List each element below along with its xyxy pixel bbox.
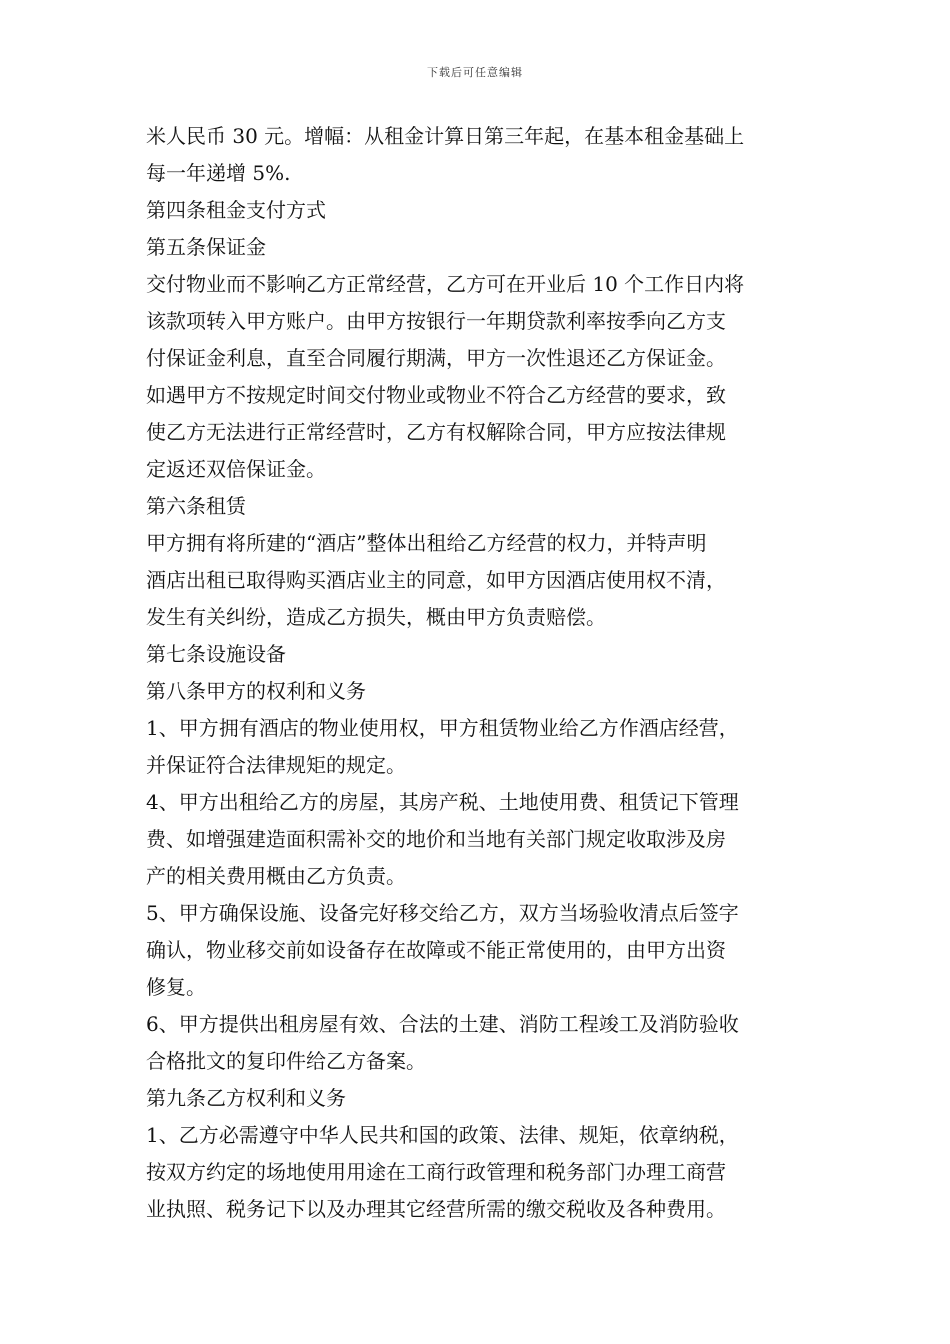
text-line: 按双方约定的场地使用用途在工商行政管理和税务部门办理工商营 [146, 1160, 726, 1184]
text-line: 修复。 [146, 975, 206, 999]
section-heading: 第九条乙方权利和义务 [146, 1086, 346, 1110]
text-line: 酒店出租已取得购买酒店业主的同意，如甲方因酒店使用权不清， [146, 568, 726, 592]
text-line: 该款项转入甲方账户。由甲方按银行一年期贷款利率按季向乙方支 [146, 309, 726, 333]
text-line: 确认，物业移交前如设备存在故障或不能正常使用的，由甲方出资 [146, 938, 726, 962]
section-heading: 第六条租赁 [146, 494, 246, 518]
text-line: 发生有关纠纷，造成乙方损失，概由甲方负责赔偿。 [146, 605, 606, 629]
document-body [146, 118, 810, 1228]
text-line: 业执照、税务记下以及办理其它经营所需的缴交税收及各种费用。 [146, 1197, 726, 1221]
text-line: 1、甲方拥有酒店的物业使用权，甲方租赁物业给乙方作酒店经营， [146, 716, 739, 740]
text-line: 6、甲方提供出租房屋有效、合法的土建、消防工程竣工及消防验收 [146, 1012, 739, 1036]
section-heading: 第五条保证金 [146, 235, 266, 259]
text-line: 4、甲方出租给乙方的房屋，其房产税、土地使用费、租赁记下管理 [146, 790, 739, 814]
text-line: 5、甲方确保设施、设备完好移交给乙方，双方当场验收清点后签字 [146, 901, 739, 925]
text-line: 付保证金利息，直至合同履行期满，甲方一次性退还乙方保证金。 [146, 346, 726, 370]
text-line: 甲方拥有将所建的“酒店”整体出租给乙方经营的权力，并特声明 [146, 531, 707, 555]
text-line: 并保证符合法律规矩的规定。 [146, 753, 406, 777]
text-line: 米人民币 30 元。增幅：从租金计算日第三年起，在基本租金基础上 [146, 124, 745, 148]
section-heading: 第八条甲方的权利和义务 [146, 679, 366, 703]
page-header: 下载后可任意编辑 [427, 66, 523, 79]
text-line: 产的相关费用概由乙方负责。 [146, 864, 406, 888]
text-line: 定返还双倍保证金。 [146, 457, 326, 481]
text-line: 交付物业而不影响乙方正常经营，乙方可在开业后 10 个工作日内将 [146, 272, 745, 296]
section-heading: 第七条设施设备 [146, 642, 286, 666]
text-line: 每一年递增 5%. [146, 161, 291, 185]
text-line: 如遇甲方不按规定时间交付物业或物业不符合乙方经营的要求，致 [146, 383, 726, 407]
text-line: 使乙方无法进行正常经营时，乙方有权解除合同，甲方应按法律规 [146, 420, 726, 444]
section-heading: 第四条租金支付方式 [146, 198, 326, 222]
text-line: 1、乙方必需遵守中华人民共和国的政策、法律、规矩，依章纳税， [146, 1123, 739, 1147]
text-line: 合格批文的复印件给乙方备案。 [146, 1049, 426, 1073]
text-line: 费、如增强建造面积需补交的地价和当地有关部门规定收取涉及房 [146, 827, 726, 851]
